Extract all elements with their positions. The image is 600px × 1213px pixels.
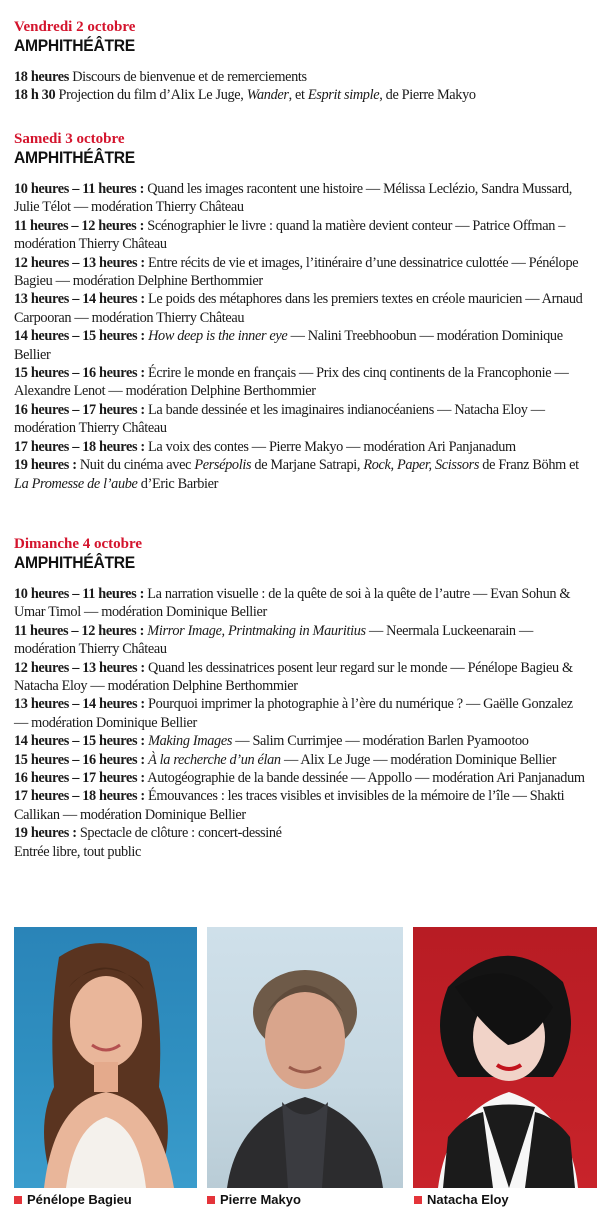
event-item <box>14 290 589 327</box>
caption-label: Natacha Eloy <box>427 1192 509 1207</box>
event-description: Émouvances : les traces visibles et invisibles de la mémoire de l’île — Shakti Callikan — modération Dominique Bellier <box>14 788 565 823</box>
event-item <box>14 585 589 622</box>
event-description: La narration visuelle : de la quête de soi à la quête de l’autre — Evan Sohun & Umar Timol — modération Dominique Bellier <box>14 586 571 621</box>
event-description: La voix des contes — Pierre Makyo — modération Ari Panjanadum <box>144 438 516 455</box>
event-time: 13 heures – 14 heures : <box>14 291 145 308</box>
event-item <box>14 254 589 291</box>
event-description: Discours de bienvenue et de remerciements <box>68 69 307 85</box>
caption-pierre-makyo <box>207 1192 301 1207</box>
day-section-friday <box>14 18 589 105</box>
day-title: Samedi 3 octobre <box>14 131 125 147</box>
venue-title: AMPHITHÉÂTRE <box>14 36 135 55</box>
event-time: 11 heures – 12 heures : <box>14 217 145 234</box>
event-time: 15 heures – 16 heures : <box>14 365 145 382</box>
event-description: Mirror Image, Printmaking in Mauritius — Neermala Luckeenarain — modération Thierry Château <box>14 622 533 658</box>
venue-title: AMPHITHÉÂTRE <box>14 148 135 167</box>
event-time: 19 heures : <box>14 825 77 842</box>
event-item <box>14 824 589 842</box>
event-description: Making Images — Salim Currimjee — modération Barlen Pyamootoo <box>148 733 529 750</box>
event-item <box>14 456 589 493</box>
event-item <box>14 364 589 401</box>
event-description: Autogéographie de la bande dessinée — Appollo — modération Ari Panjanadum <box>144 770 585 787</box>
caption-label: Pierre Makyo <box>220 1192 301 1207</box>
caption-marker-icon <box>414 1196 422 1204</box>
event-item <box>14 769 589 787</box>
photo-penelope-bagieu <box>14 927 197 1188</box>
caption-natacha-eloy <box>414 1192 509 1207</box>
event-time: 18 heures <box>14 69 69 85</box>
event-item <box>14 86 589 104</box>
event-time: 16 heures – 17 heures : <box>14 401 145 418</box>
photo-natacha-eloy <box>413 927 597 1188</box>
venue-title: AMPHITHÉÂTRE <box>14 553 135 572</box>
event-item <box>14 732 589 750</box>
event-time: 14 heures – 15 heures : <box>14 733 145 750</box>
photo-pierre-makyo <box>207 927 403 1188</box>
event-time: 13 heures – 14 heures : <box>14 696 145 713</box>
event-item <box>14 217 589 254</box>
event-description: Quand les images racontent une histoire — Mélissa Leclézio, Sandra Mussard, Julie Télot — modération Thierry Château <box>14 181 573 216</box>
event-time: 16 heures – 17 heures : <box>14 770 145 787</box>
event-time: 12 heures – 13 heures : <box>14 659 145 676</box>
event-time: 10 heures – 11 heures : <box>14 586 145 602</box>
event-item <box>14 622 589 659</box>
event-item <box>14 401 589 438</box>
event-description: Le poids des métaphores dans les premiers textes en créole mauricien — Arnaud Carpooran — modération Thierry Château <box>14 291 583 326</box>
events-list <box>14 68 589 105</box>
event-description: Projection du film d’Alix Le Juge, Wander, et Esprit simple, de Pierre Makyo <box>55 87 476 104</box>
day-title: Dimanche 4 octobre <box>14 536 143 552</box>
event-item <box>14 438 589 456</box>
event-description: Nuit du cinéma avec Persépolis de Marjane Satrapi, Rock, Paper, Scissors de Franz Böhm et La Promesse de l’aube d’Eric Barbier <box>14 457 579 492</box>
entry-note: Entrée libre, tout public <box>14 843 142 860</box>
event-description: Écrire le monde en français — Prix des cinq continents de la Francophonie — Alexandre Lenot — modération Delphine Berthommier <box>14 365 569 400</box>
day-section-saturday <box>14 130 589 493</box>
day-section-sunday <box>14 535 589 861</box>
event-description: Pourquoi imprimer la photographie à l’ère du numérique ? — Gaëlle Gonzalez — modération Dominique Bellier <box>14 696 573 731</box>
event-time: 17 heures – 18 heures : <box>14 438 145 455</box>
caption-penelope-bagieu <box>14 1192 132 1207</box>
events-list <box>14 585 589 843</box>
event-description: Scénographier le livre : quand la matière devient conteur — Patrice Offman – modération Thierry Château <box>14 217 566 253</box>
event-item <box>14 787 589 824</box>
caption-label: Pénélope Bagieu <box>27 1192 132 1207</box>
event-time: 15 heures – 16 heures : <box>14 751 145 768</box>
event-time: 18 h 30 <box>14 87 56 104</box>
events-list <box>14 180 589 493</box>
event-time: 17 heures – 18 heures : <box>14 788 145 805</box>
event-description: Quand les dessinatrices posent leur regard sur le monde — Pénélope Bagieu & Natacha Eloy — modération Delphine Berthommier <box>14 659 573 695</box>
caption-marker-icon <box>207 1196 215 1204</box>
event-description: À la recherche d’un élan — Alix Le Juge — modération Dominique Bellier <box>148 751 557 768</box>
event-time: 10 heures – 11 heures : <box>14 181 145 197</box>
event-time: 14 heures – 15 heures : <box>14 328 145 345</box>
event-time: 12 heures – 13 heures : <box>14 254 145 271</box>
event-time: 11 heures – 12 heures : <box>14 622 145 639</box>
event-description: How deep is the inner eye — Nalini Treebhoobun — modération Dominique Bellier <box>14 328 563 363</box>
event-item <box>14 695 589 732</box>
event-item <box>14 659 589 696</box>
caption-marker-icon <box>14 1196 22 1204</box>
event-item <box>14 327 589 364</box>
event-description: Entre récits de vie et images, l’itinéraire d’une dessinatrice culottée — Pénélope Bagieu — modération Delphine Berthommier <box>14 254 579 290</box>
event-item <box>14 751 589 769</box>
day-title: Vendredi 2 octobre <box>14 19 136 35</box>
event-item <box>14 180 589 217</box>
event-time: 19 heures : <box>14 457 77 474</box>
event-description: La bande dessinée et les imaginaires indianocéaniens — Natacha Eloy — modération Thierry Château <box>14 401 545 437</box>
event-description: Spectacle de clôture : concert-dessiné <box>76 825 282 842</box>
event-item <box>14 68 589 86</box>
